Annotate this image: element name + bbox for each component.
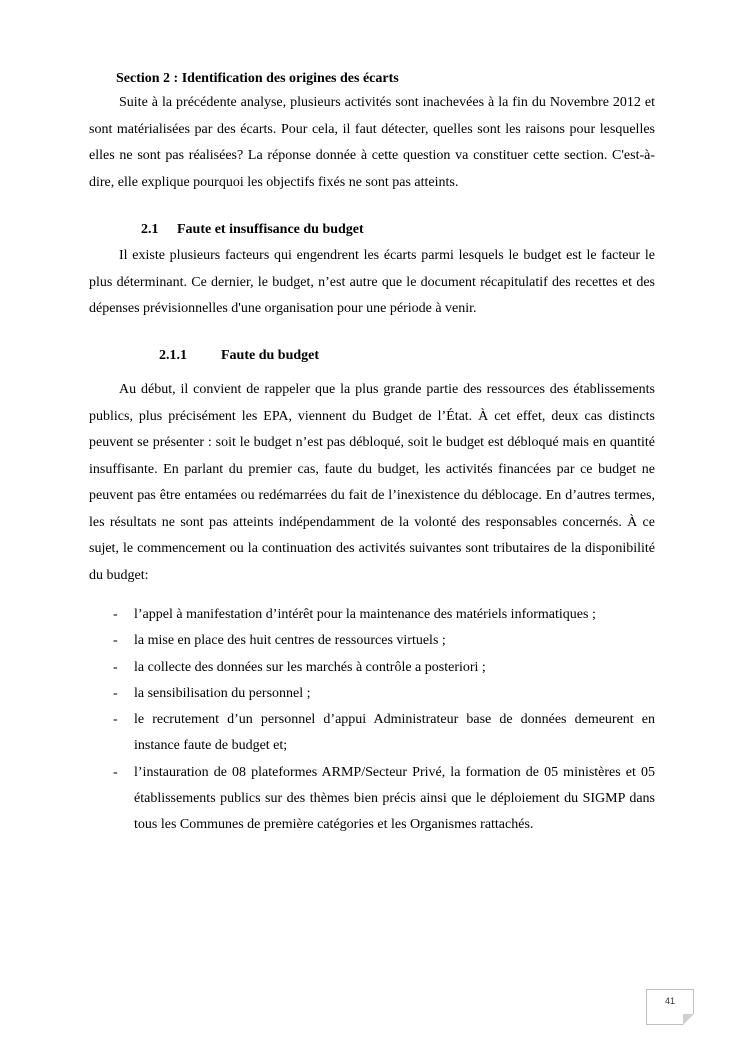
list-item-text: l’appel à manifestation d’intérêt pour la maintenance des matériels informatiques ; [134, 607, 596, 622]
list-item [89, 707, 655, 760]
page-number-box [646, 989, 694, 1025]
section-title: Section 2 : Identification des origines des écarts [116, 71, 399, 86]
list-item [89, 655, 655, 681]
list-bullet: - [113, 764, 118, 780]
list-item-text: la collecte des données sur les marchés à contrôle a posteriori ; [134, 659, 486, 675]
list-item-text: la sensibilisation du personnel ; [134, 685, 311, 701]
list-item-text: le recrutement d’un personnel d’appui Administrateur base de données demeurent en instance faute de budget et; [134, 712, 655, 754]
list-bullet: - [113, 659, 118, 675]
faute-paragraph-text: Au début, il convient de rappeler que la plus grande partie des ressources des établissements publics, plus précisément les EPA, viennent du Budget de l’État. À cet effet, deux cas distincts peuvent se présenter : soit le budget n’est pas débloqué, soit le budget est débloqué mais en quantité insuffisante. En parlant du premier cas, faute du budget, les activités financées par ce budget ne peuvent pas être entamées ou redémarrées du fait de l’inexistence du déblocage. En d’autres termes, les résultats ne sont pas atteints indépendamment de la volonté des responsables concernés. À ce sujet, le commencement ou la continuation des activités suivantes sont tributaires de la disponibilité du budget: [89, 382, 655, 583]
intro-paragraph [89, 90, 655, 196]
list-item-text: l’instauration de 08 plateformes ARMP/Secteur Privé, la formation de 05 ministères et 05 établissements publics sur des thèmes bien précis ainsi que le déploiement du SIGMP dans tous les Communes de première catégories et les Organismes rattachés. [134, 764, 655, 833]
page-curl-icon [683, 1014, 694, 1025]
intro-paragraph-text: Suite à la précédente analyse, plusieurs activités sont inachevées à la fin du Novembre 2012 et sont matérialisées par des écarts. Pour cela, il faut détecter, quelles sont les raisons pour lesquelles elles ne sont pas réalisées? La réponse donnée à cette question va constituer cette section. C'est-à-dire, elle explique pourquoi les objectifs fixés ne sont pas atteints. [89, 95, 655, 190]
subsection-heading-2-1 [141, 222, 364, 238]
page-number: 41 [664, 996, 675, 1006]
subsection-heading-2-1-1 [159, 348, 319, 364]
list-item [89, 602, 655, 628]
list-bullet: - [113, 685, 118, 701]
list-item [89, 760, 655, 839]
list-item [89, 681, 655, 707]
budget-paragraph [89, 243, 655, 323]
list-item [89, 628, 655, 654]
list-item-text: la mise en place des huit centres de ressources virtuels ; [134, 633, 446, 649]
list-bullet: - [113, 633, 118, 649]
faute-paragraph [89, 377, 655, 589]
list-bullet: - [113, 712, 118, 728]
subsection-title-2-1-1: Faute du budget [221, 348, 320, 363]
list-bullet: - [113, 607, 118, 622]
subsection-number-2-1-1: 2.1.1 [159, 348, 187, 363]
activities-list [89, 602, 655, 839]
subsection-number-2-1: 2.1 [141, 222, 159, 237]
budget-paragraph-text: Il existe plusieurs facteurs qui engendrent les écarts parmi lesquels le budget est le facteur le plus déterminant. Ce dernier, le budget, n’est autre que le document récapitulatif des recettes et des dépenses prévisionnelles d'une organisation pour une période à venir. [89, 248, 655, 316]
subsection-title-2-1: Faute et insuffisance du budget [177, 222, 364, 237]
